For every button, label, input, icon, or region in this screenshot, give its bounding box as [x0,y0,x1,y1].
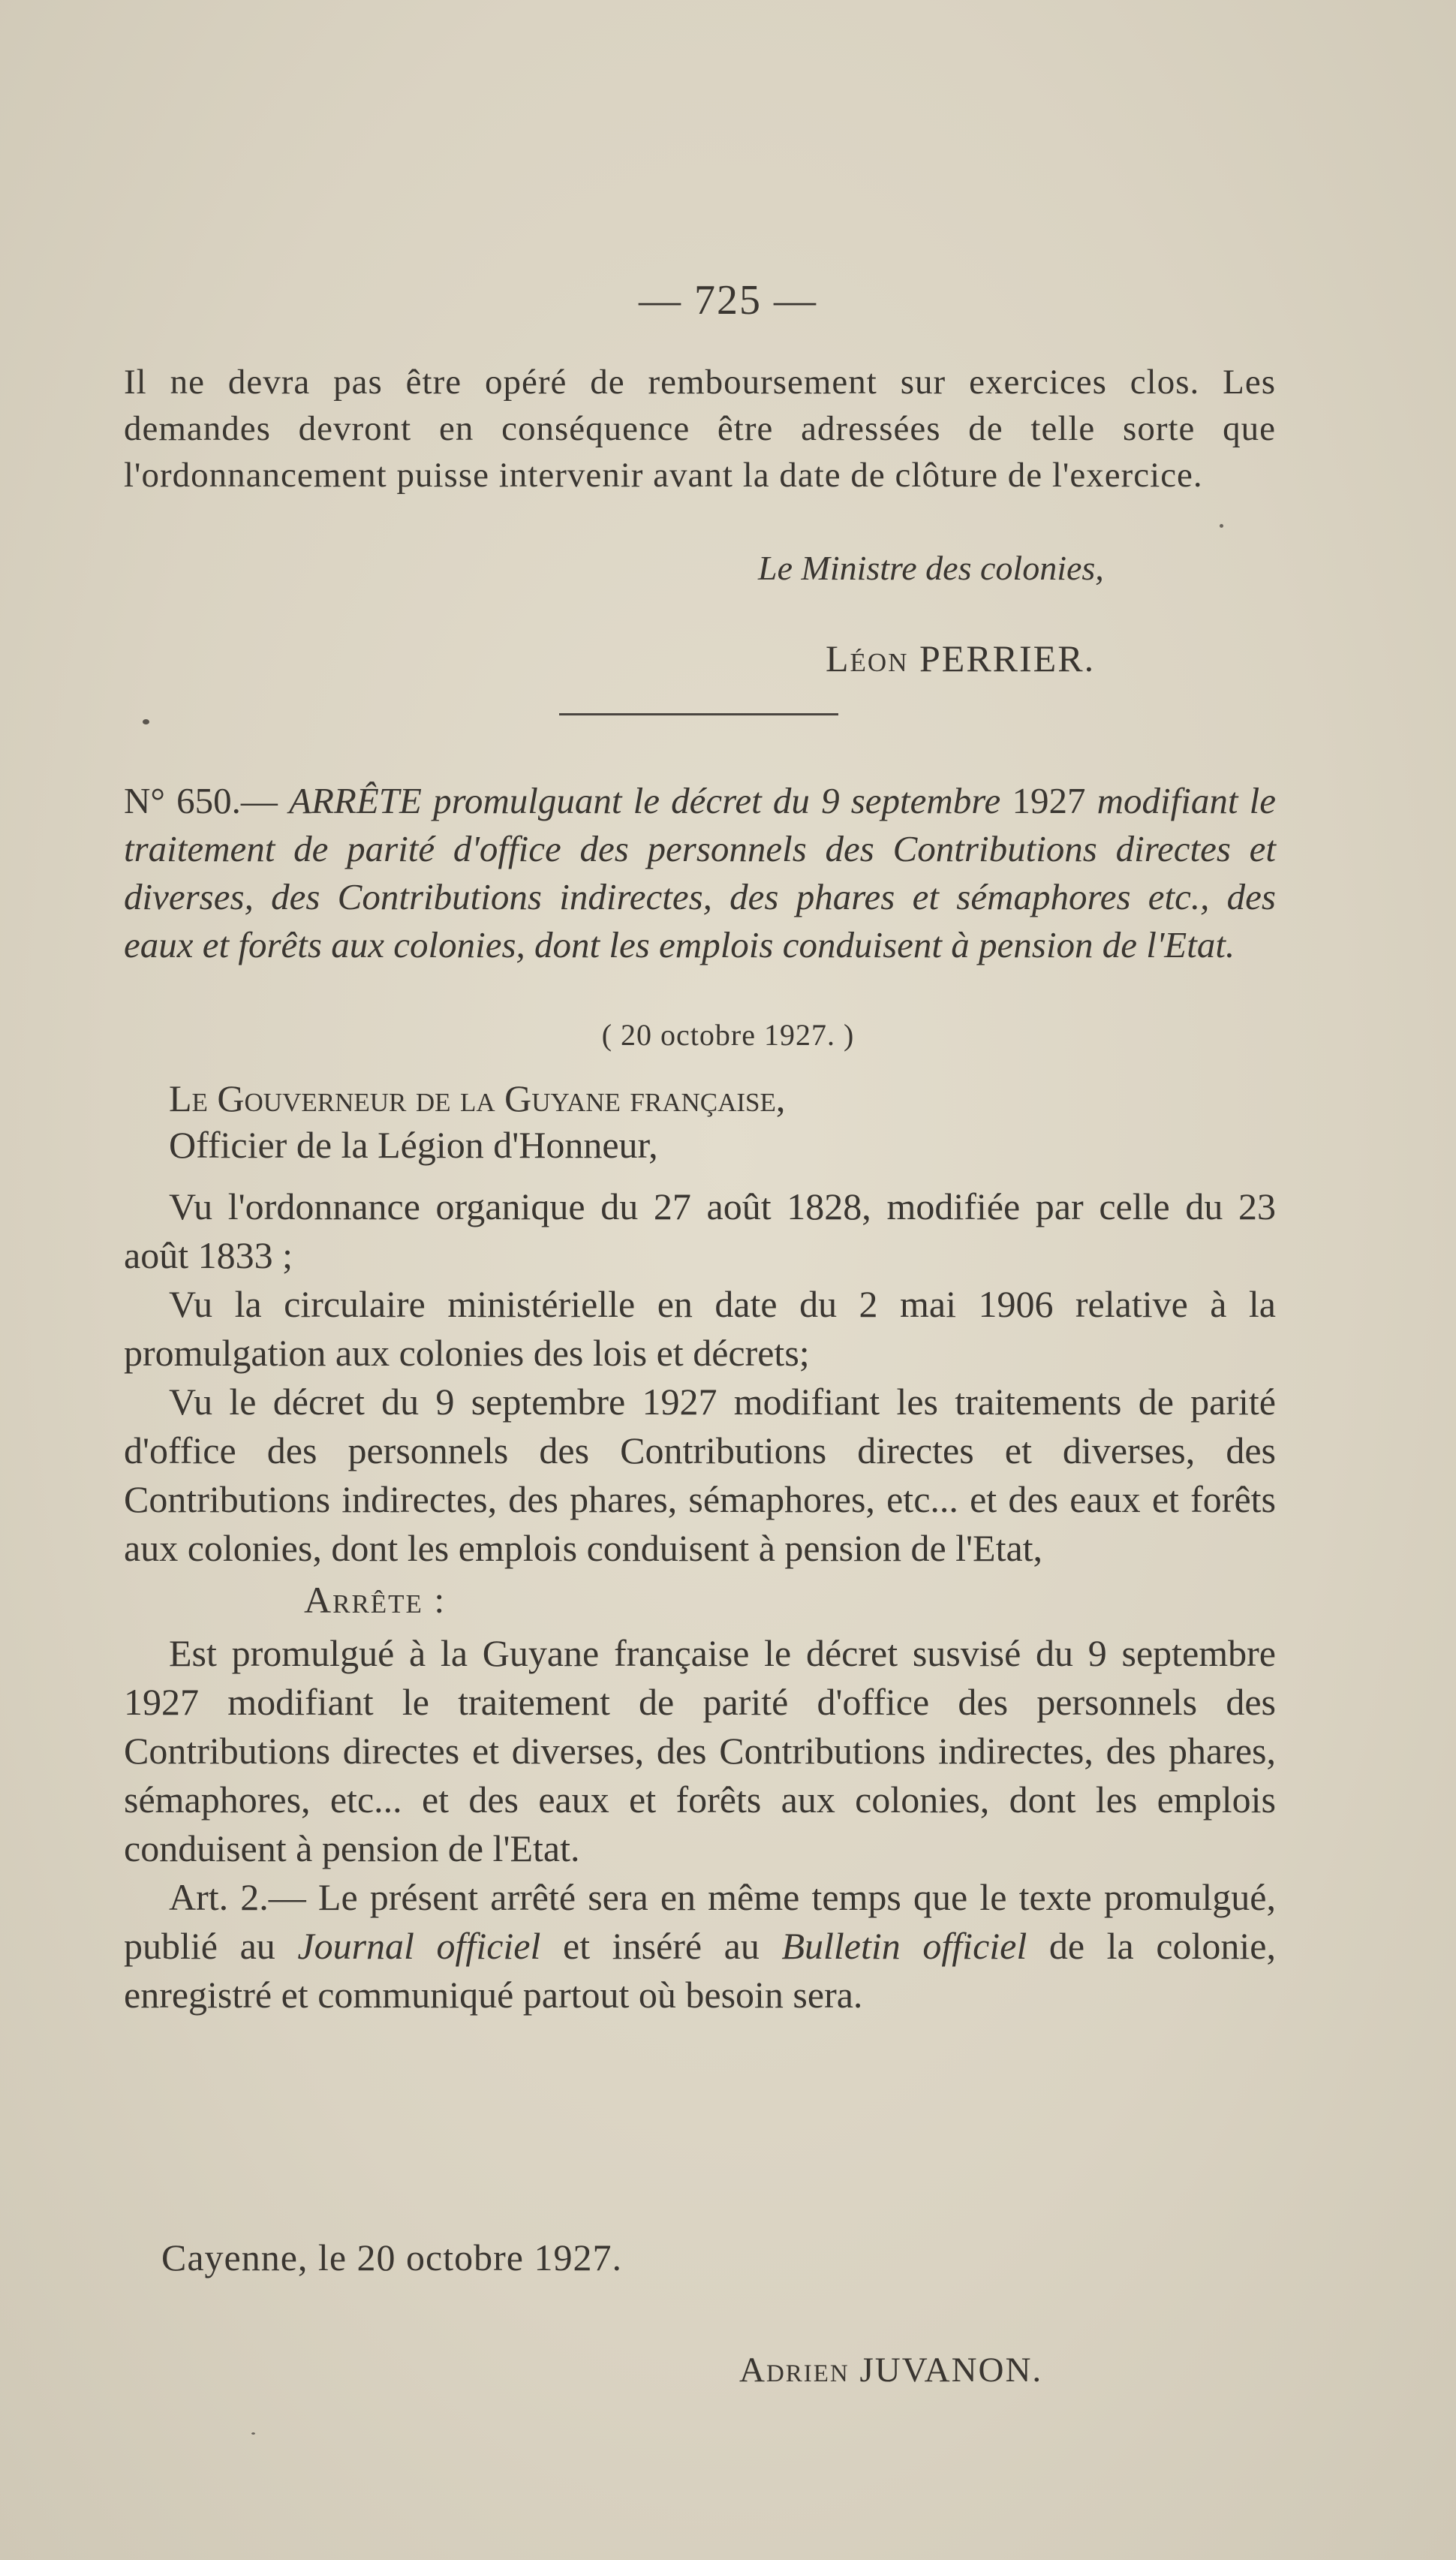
paper-speck [1220,524,1223,528]
decree-body [124,1182,1276,2019]
article-1: Est promulgué à la Guyane française le décret susvisé du 9 septembre 1927 modifiant le traitement de parité d'office des personnels des Contributions directes et diverses, des Contributions indirectes, des phares, sémaphores, etc... et des eaux et forêts aux colonies, dont les emplois conduisent à pension de l'Etat. [124,1632,1276,1869]
intro-paragraph: Il ne devra pas être opéré de remboursement sur exercices clos. Les demandes devront en conséquence être adressées de telle sorte que l'ordonnancement puisse intervenir avant la date de clôture de l'exercice. [124,363,1276,495]
ink-dot [143,719,149,724]
minister-title: Le Ministre des colonies, [758,549,1104,587]
arrete-label: Arrête : [304,1579,447,1621]
journal-officiel-title: Journal officiel [297,1925,541,1967]
paper-speck [251,2432,255,2435]
place-and-date: Cayenne, le 20 octobre 1927. [161,2236,622,2278]
consideration-1: Vu l'ordonnance organique du 27 août 1828, modifiée par celle du 23 août 1833 ; [124,1185,1276,1276]
signatory: Adrien JUVANON. [739,2351,1043,2390]
decree-title-year: 1927 [1000,780,1097,821]
article-2-middle: et inséré au [540,1925,782,1967]
bulletin-officiel-title: Bulletin officiel [781,1925,1027,1967]
section-divider [559,713,838,715]
decree-title-rest: modifiant le traitement de parité d'office des personnels des Contributions directes et diverses, des Contributions indirectes, des phares et sémaphores etc., des eaux et forêts aux colonies, dont les emplois conduisent à pension de l'Etat. [124,780,1277,965]
consideration-2: Vu la circulaire ministérielle en date du 2 mai 1906 relative à la promulgation aux colonies des lois et décrets; [124,1283,1276,1374]
decree-date: ( 20 octobre 1927. ) [601,1018,855,1052]
decree-title-italic: ARRÊTE promulguant le décret du 9 septembre [289,780,1001,821]
governor-block [124,1075,1276,1168]
minister-name: Léon PERRIER. [826,637,1096,679]
decree-heading [124,777,1276,969]
decree-number: N° 650.— [124,780,290,821]
intro-paragraph-block [124,359,1276,498]
article-2 [124,1873,1276,2019]
article-2-prefix: Art. 2.— Le présent arrêté sera en même temps que le texte promulgué, publié au [124,1876,1276,1967]
governor-line-2: Officier de la Légion d'Honneur, [169,1124,658,1166]
consideration-3: Vu le décret du 9 septembre 1927 modifiant les traitements de parité d'office des personnels des Contributions directes et diverses, des Contributions indirectes, des phares, sémaphores, etc... et des eaux et forêts aux colonies, dont les emplois conduisent à pension de l'Etat, [124,1381,1276,1569]
article-2-suffix: de la colonie, enregistré et communiqué partout où besoin sera. [124,1925,1276,2016]
page-number: — 725 — [639,277,817,324]
governor-line-1: Le Gouverneur de la Guyane française, [169,1077,786,1119]
